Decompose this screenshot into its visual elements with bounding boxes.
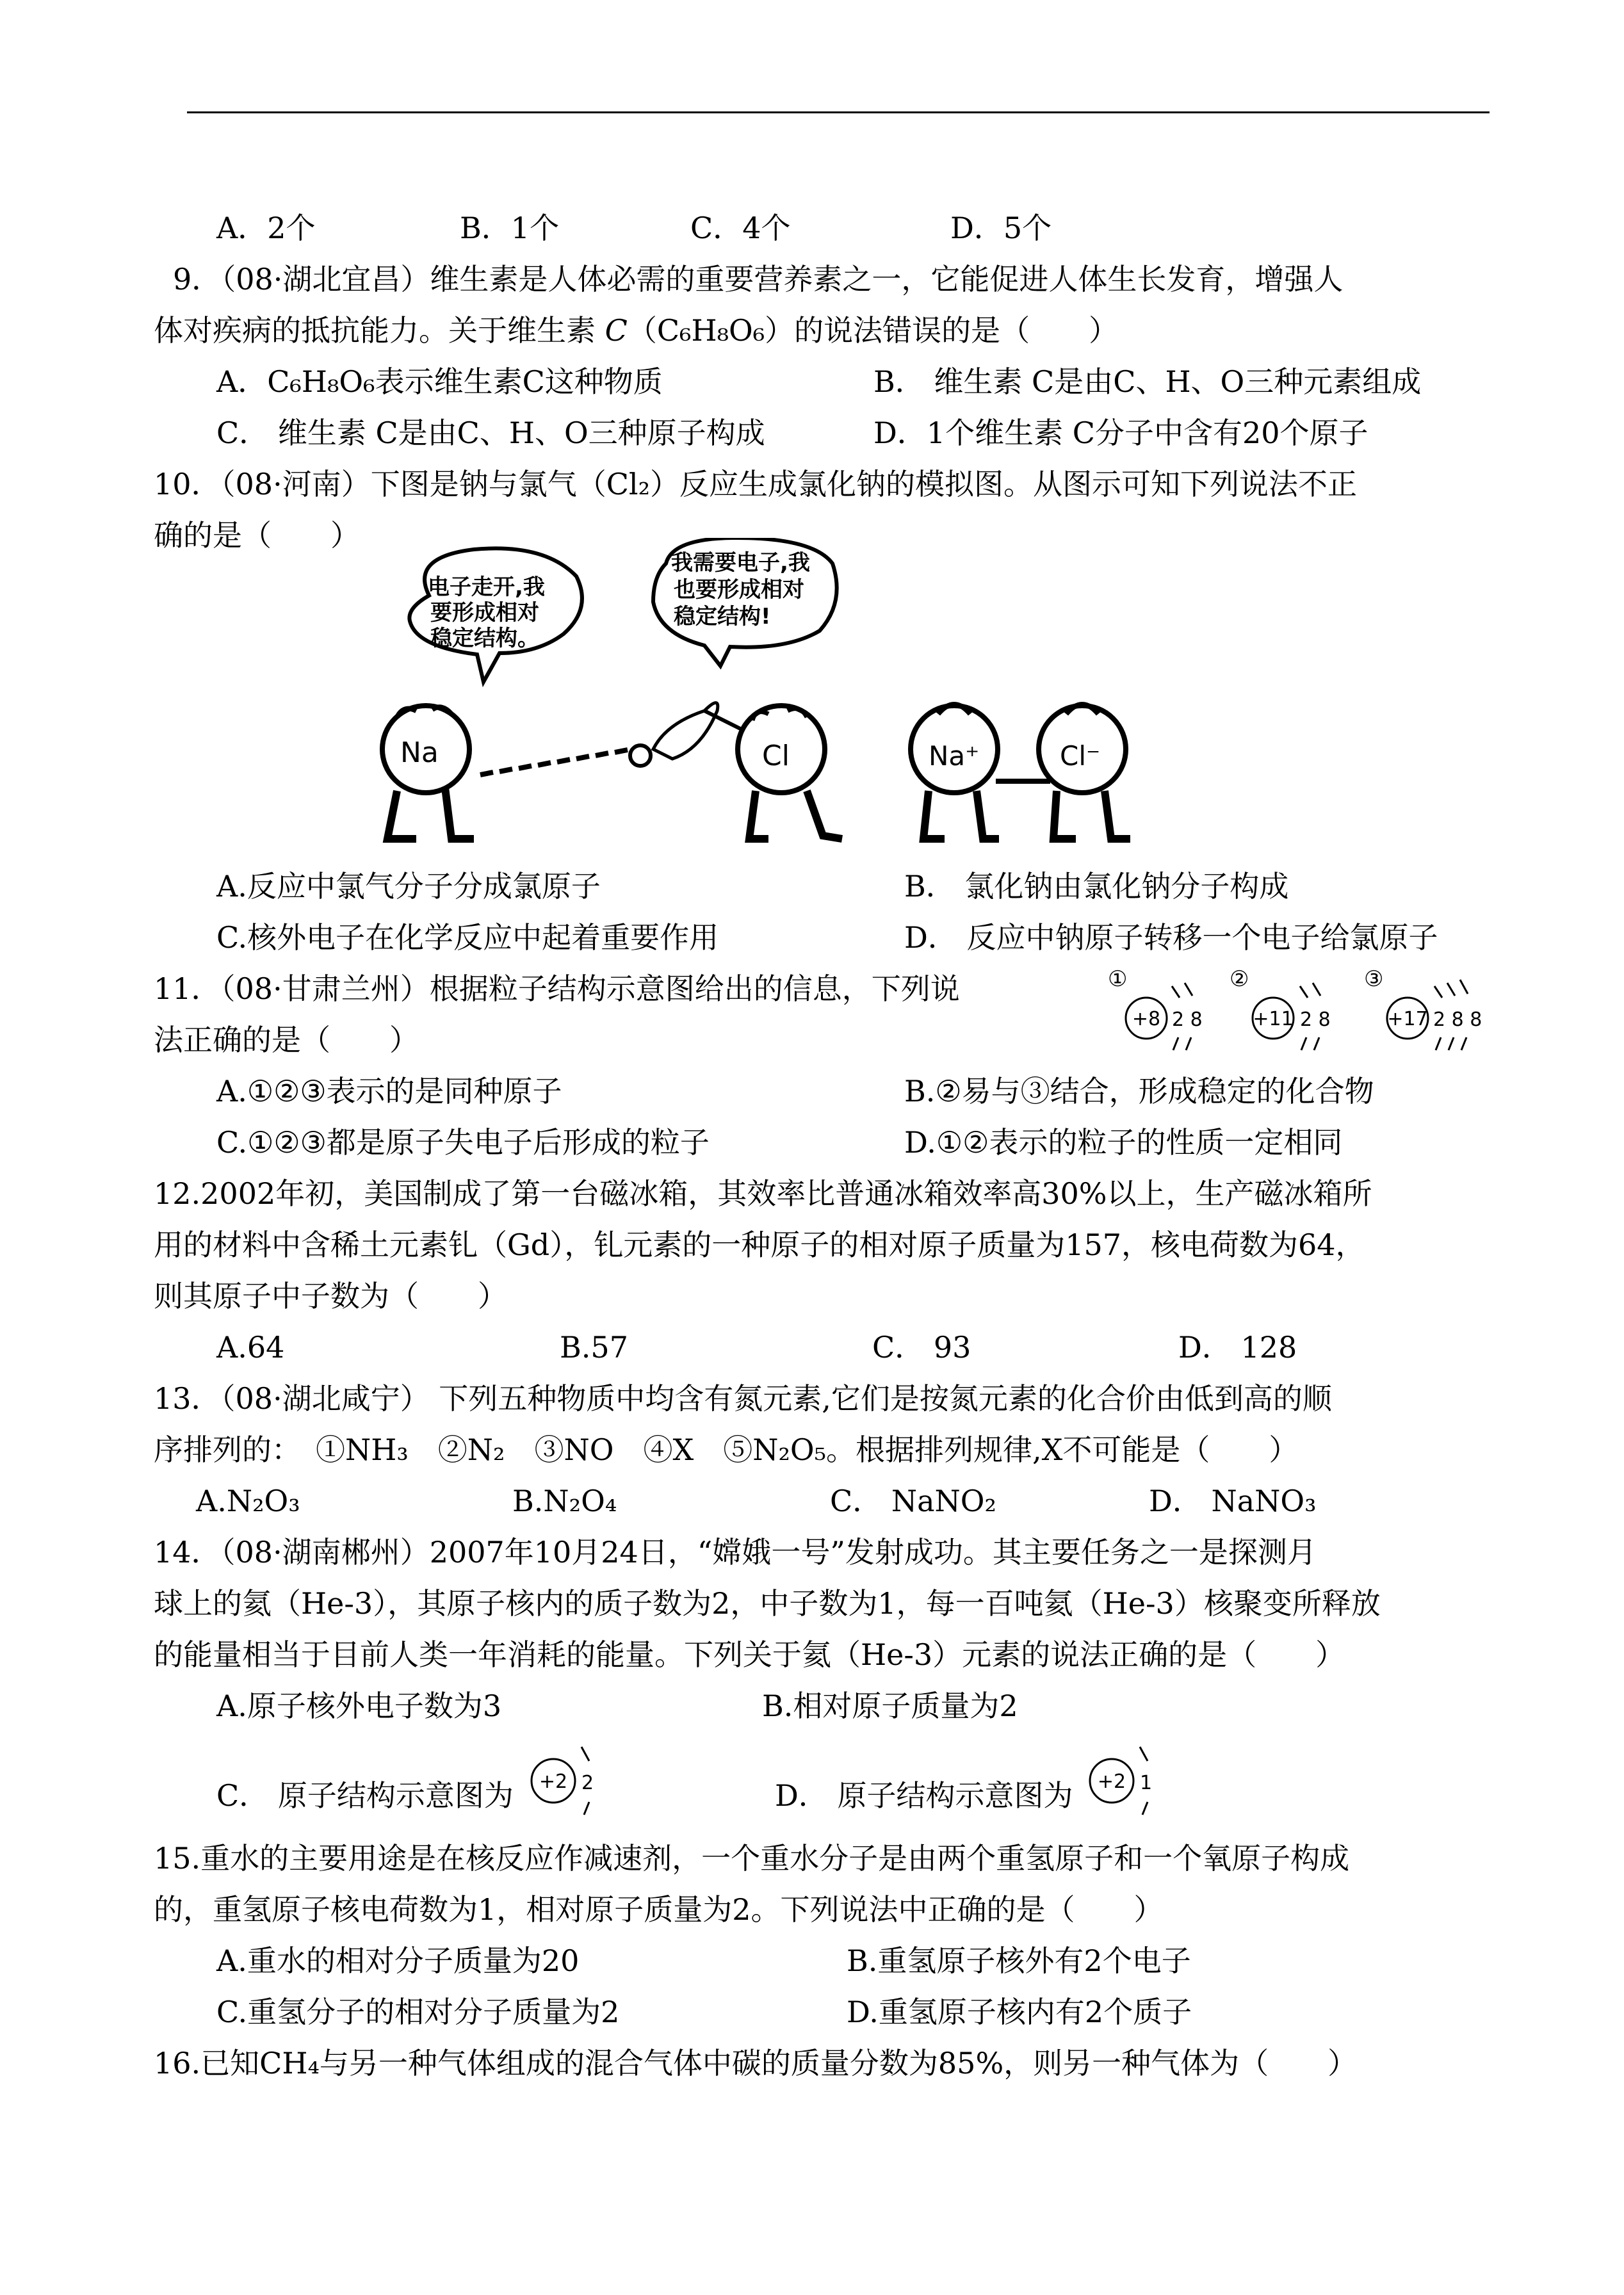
speech-left-line3: 稳定结构。 (430, 626, 539, 651)
q14-option-d: D． 原子结构示意图为 (775, 1778, 1073, 1813)
header-rule (187, 111, 1490, 113)
q15-stem-line2: 的，重氢原子核电荷数为1，相对原子质量为2。下列说法中正确的是（ ） (154, 1892, 1164, 1927)
q10-option-b: B． 氯化钠由氯化钠分子构成 (904, 869, 1289, 904)
structure-diagram-3 (1364, 966, 1482, 1050)
q13-option-b: B.N₂O₄ (512, 1484, 617, 1518)
particle-structure-diagrams (1101, 961, 1511, 1063)
nucleus-charge-1: +8 (1132, 1008, 1161, 1030)
sodium-ion-label: Na⁺ (929, 740, 980, 772)
speech-right-line3: 稳定结构! (674, 604, 771, 629)
q15-option-c: C.重氢分子的相对分子质量为2 (216, 1995, 620, 2029)
q9-option-c: C． 维生素 C是由C、H、O三种原子构成 (216, 416, 765, 450)
q8-option-c: C．4个 (690, 211, 791, 245)
q15-option-a: A.重水的相对分子质量为20 (216, 1943, 580, 1978)
q14-option-b: B.相对原子质量为2 (762, 1689, 1018, 1723)
speech-right-line2: 也要形成相对 (674, 577, 804, 603)
q16-stem-line1: 16.已知CH₄与另一种气体组成的混合气体中碳的质量分数为85%，则另一种气体为（ ） (154, 2046, 1358, 2080)
q9-stem-line1: 9．（08·湖北宜昌）维生素是人体必需的重要营养素之一，它能促进人体生长发育，增强人 (173, 262, 1344, 296)
q11-option-d: D.①②表示的粒子的性质一定相同 (904, 1125, 1343, 1160)
nucleus-charge-3: +17 (1387, 1008, 1428, 1030)
q14-stem-line1: 14．（08·湖南郴州）2007年10月24日，“嫦娥一号”发射成功。其主要任务之一是探测月 (154, 1535, 1317, 1569)
q13-stem-line1: 13．（08·湖北咸宁） 下列五种物质中均含有氮元素,它们是按氮元素的化合价由低到高的顺 (154, 1381, 1332, 1416)
q12-option-d: D． 128 (1178, 1330, 1297, 1365)
q11-stem-line1: 11．（08·甘肃兰州）根据粒子结构示意图给出的信息，下列说 (154, 971, 960, 1006)
q9-stem-line2: 体对疾病的抵抗能力。关于维生素 C（C₆H₈O₆）的说法错误的是（ ） (154, 313, 1119, 348)
helium-d-nucleus: +2 (1097, 1771, 1126, 1793)
helium-d-shell: 1 (1140, 1772, 1153, 1794)
q15-stem-line1: 15.重水的主要用途是在核反应作减速剂，一个重水分子是由两个重氢原子和一个氧原子构成 (154, 1841, 1350, 1876)
helium-c-shell: 2 (581, 1772, 594, 1794)
q9-option-a: A．C₆H₈O₆表示维生素C这种物质 (216, 364, 663, 399)
q13-option-d: D． NaNO₃ (1149, 1484, 1317, 1518)
speech-left-line2: 要形成相对 (430, 600, 539, 626)
sodium-chlorine-reaction-figure (371, 538, 1165, 858)
q12-stem-line1: 12.2002年初，美国制成了第一台磁冰箱，其效率比普通冰箱效率高30%以上，生产磁冰箱所 (154, 1176, 1372, 1211)
helium-structure-diagram-c (526, 1739, 603, 1822)
q13-option-c: C． NaNO₂ (830, 1484, 996, 1518)
q13-stem-line2: 序排列的： ①NH₃ ②N₂ ③NO ④X ⑤N₂O₅。根据排列规律,X不可能是（ ） (154, 1432, 1299, 1467)
structure-diagram-2 (1230, 966, 1331, 1050)
q11-option-a: A.①②③表示的是同种原子 (216, 1074, 562, 1108)
electron-trail (480, 750, 628, 775)
shell-electrons-2: 2 8 (1300, 1009, 1331, 1031)
electron (630, 745, 651, 766)
q14-option-c: C． 原子结构示意图为 (216, 1778, 514, 1813)
q11-stem-line2: 法正确的是（ ） (154, 1023, 419, 1057)
q11-option-b: B.②易与③结合，形成稳定的化合物 (904, 1074, 1374, 1108)
nucleus-charge-2: +11 (1253, 1008, 1294, 1030)
q8-option-b: B．1个 (460, 211, 560, 245)
shell-electrons-3: 2 8 8 (1433, 1009, 1482, 1031)
q14-option-a: A.原子核外电子数为3 (216, 1689, 502, 1723)
chloride-ion-label: Cl⁻ (1060, 740, 1101, 772)
chlorine-atom-label: Cl (762, 740, 790, 772)
sodium-atom-label: Na (400, 736, 439, 769)
chloride-ion-character (1039, 704, 1130, 839)
q10-option-a: A.反应中氯气分子分成氯原子 (216, 869, 601, 904)
q11-option-c: C.①②③都是原子失电子后形成的粒子 (216, 1125, 710, 1160)
q8-option-a: A．2个 (216, 211, 316, 245)
q10-option-c: C.核外电子在化学反应中起着重要作用 (216, 920, 719, 955)
q12-stem-line3: 则其原子中子数为（ ） (154, 1279, 507, 1313)
svg-text:①: ① (1108, 966, 1128, 992)
q12-stem-line2: 用的材料中含稀土元素钆（Gd），钆元素的一种原子的相对原子质量为157，核电荷数为64， (154, 1228, 1365, 1262)
q8-option-d: D．5个 (950, 211, 1052, 245)
q10-stem-line2: 确的是（ ） (154, 518, 360, 553)
chlorine-atom-character (738, 706, 842, 839)
q10-stem-line1: 10．（08·河南）下图是钠与氯气（Cl₂）反应生成氯化钠的模拟图。从图示可知下列说法不正 (154, 467, 1358, 501)
svg-text:③: ③ (1364, 966, 1384, 992)
q13-option-a: A.N₂O₃ (196, 1484, 300, 1518)
helium-structure-diagram-d (1085, 1739, 1162, 1822)
q14-stem-line2: 球上的氦（He-3），其原子核内的质子数为2，中子数为1，每一百吨氦（He-3）核聚变所释放 (154, 1586, 1381, 1621)
q12-option-b: B.57 (560, 1330, 628, 1365)
q12-option-a: A.64 (216, 1330, 285, 1365)
q15-option-b: B.重氢原子核外有2个电子 (847, 1943, 1191, 1978)
q10-option-d: D． 反应中钠原子转移一个电子给氯原子 (904, 920, 1438, 955)
sodium-atom-character (382, 706, 474, 839)
sodium-ion-character (911, 704, 999, 839)
q15-option-d: D.重氢原子核内有2个质子 (847, 1995, 1192, 2029)
structure-diagram-1 (1108, 966, 1203, 1050)
q14-stem-line3: 的能量相当于目前人类一年消耗的能量。下列关于氦（He-3）元素的说法正确的是（ ） (154, 1637, 1345, 1672)
helium-c-nucleus: +2 (539, 1771, 568, 1793)
shell-electrons-1: 2 8 (1172, 1009, 1203, 1031)
q9-option-d: D．1个维生素 C分子中含有20个原子 (873, 416, 1368, 450)
q9-option-b: B． 维生素 C是由C、H、O三种元素组成 (873, 364, 1422, 399)
speech-right-line1: 我需要电子,我 (671, 550, 810, 576)
speech-left-line1: 电子走开,我 (428, 574, 545, 600)
svg-text:②: ② (1230, 966, 1249, 992)
q12-option-c: C． 93 (872, 1330, 971, 1365)
